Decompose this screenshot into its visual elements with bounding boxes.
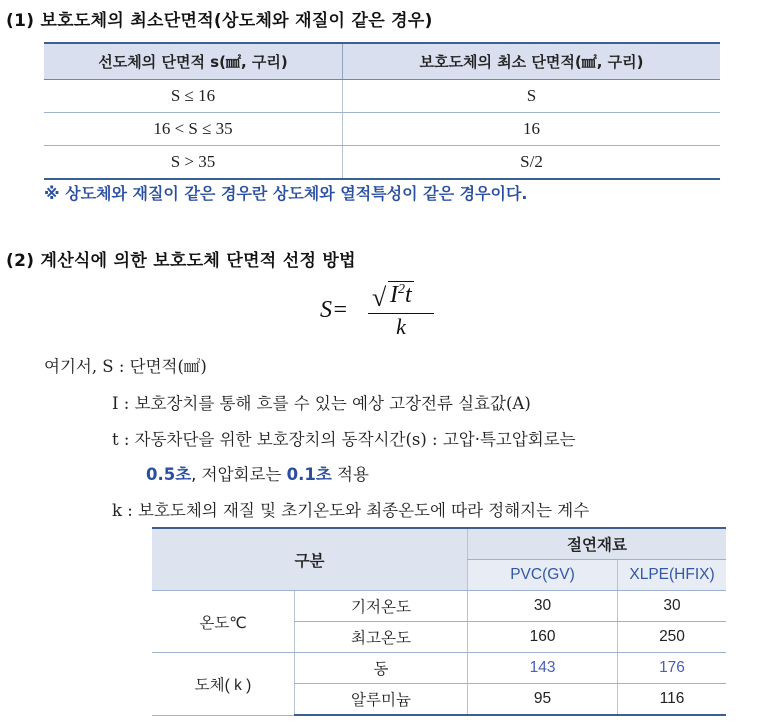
cell-xlpe: 176	[618, 653, 726, 684]
header-insulation: 절연재료	[468, 528, 726, 560]
cell-phase-range: S ≤ 16	[44, 80, 343, 113]
header-division: 구분	[152, 528, 468, 591]
cell-min-section: S	[343, 80, 721, 113]
row-label: 알루미늄	[295, 684, 468, 716]
group-conductor: 도체( k )	[152, 653, 295, 716]
where-i-line: I : 보호장치를 통해 흐를 수 있는 예상 고장전류 실효값(A)	[112, 394, 531, 413]
cell-phase-range: 16 < S ≤ 35	[44, 113, 343, 146]
lv-text: , 저압회로는	[191, 465, 287, 484]
table-row	[152, 653, 726, 684]
header-pvc: PVC(GV)	[468, 560, 618, 591]
cell-min-section: S/2	[343, 146, 721, 180]
header-xlpe: XLPE(HFIX)	[618, 560, 726, 591]
table-row	[44, 113, 720, 146]
min-cross-section-table	[44, 42, 720, 180]
formula-denominator: k	[396, 314, 406, 339]
cell-xlpe: 250	[618, 622, 726, 653]
cell-pvc: 30	[468, 591, 618, 622]
section-2-title: (2) 계산식에 의한 보호도체 단면적 선정 방법	[6, 251, 356, 271]
formula-fraction	[368, 283, 434, 340]
formula-numerator	[368, 283, 434, 313]
hv-time-value: 0.5초	[146, 465, 192, 484]
cell-phase-range: S > 35	[44, 146, 343, 180]
header-protective-conductor: 보호도체의 최소 단면적(㎟, 구리)	[343, 43, 721, 80]
group-temperature: 온도℃	[152, 591, 295, 653]
where-t-line: t : 자동차단을 위한 보호장치의 동작시간(s) : 고압·특고압회로는	[112, 430, 576, 449]
where-k-line: k : 보호도체의 재질 및 초기온도와 최종온도에 따라 정해지는 계수	[112, 501, 590, 520]
formula-radicand: $I^2t$	[390, 282, 412, 308]
where-t-values	[146, 461, 369, 485]
coefficient-k-table	[152, 527, 726, 716]
sqrt-icon: √	[372, 283, 387, 312]
row-label: 최고온도	[295, 622, 468, 653]
header-row-1	[152, 528, 726, 560]
formula-lhs: S=	[320, 297, 349, 323]
cell-pvc: 160	[468, 622, 618, 653]
table-header-row	[44, 43, 720, 80]
table-row	[44, 80, 720, 113]
cell-pvc: 143	[468, 653, 618, 684]
row-label: 동	[295, 653, 468, 684]
cell-min-section: 16	[343, 113, 721, 146]
header-phase-conductor: 선도체의 단면적 s(㎟, 구리)	[44, 43, 343, 80]
table-row	[152, 591, 726, 622]
lv-time-value: 0.1초	[286, 465, 332, 484]
table-row	[44, 146, 720, 180]
where-s-line: 여기서, S : 단면적(㎟)	[44, 357, 207, 376]
apply-text: 적용	[331, 465, 369, 484]
cell-pvc: 95	[468, 684, 618, 716]
row-label: 기저온도	[295, 591, 468, 622]
section-1-title: (1) 보호도체의 최소단면적(상도체와 재질이 같은 경우)	[6, 11, 433, 31]
cell-xlpe: 30	[618, 591, 726, 622]
note-text: ※ 상도체와 재질이 같은 경우란 상도체와 열적특성이 같은 경우이다.	[44, 184, 528, 203]
cell-xlpe: 116	[618, 684, 726, 716]
